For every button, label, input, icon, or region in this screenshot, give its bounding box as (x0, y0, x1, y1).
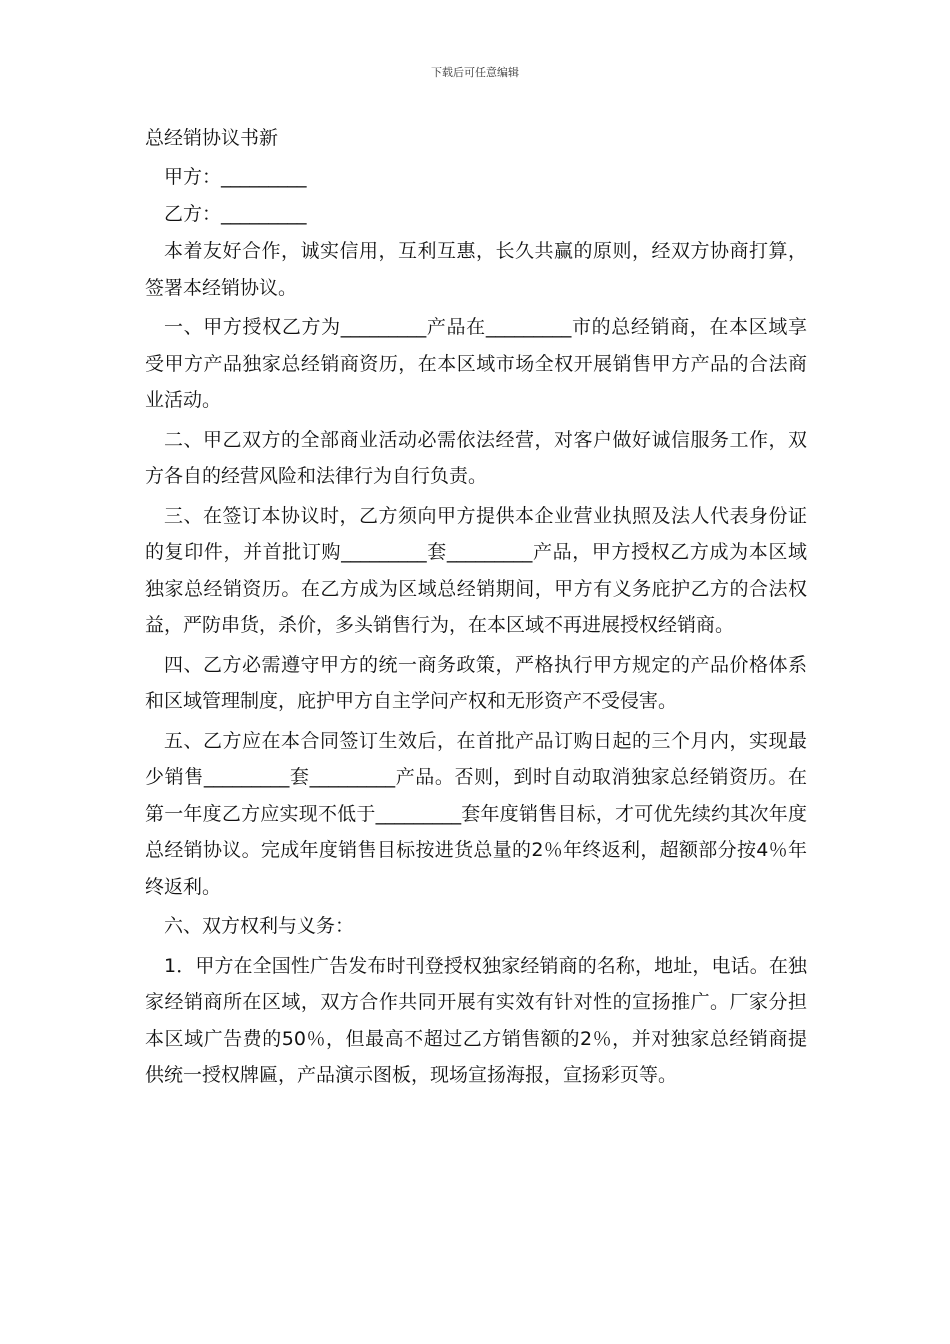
party-b-line: 乙方：_________ (164, 203, 307, 225)
document-body (145, 122, 807, 1094)
document-title: 总经销协议书新 (145, 127, 279, 149)
paragraph-clause-6-heading: 六、双方权利与义务： (164, 915, 355, 937)
page-header-note: 下载后可任意编辑 (431, 66, 519, 79)
paragraph-clause-1: 一、甲方授权乙方为_________产品在_________市的总经销商，在本区域享受甲方产品独家总经销商资历，在本区域市场全权开展销售甲方产品的合法商业活动。 (145, 316, 807, 411)
paragraph-clause-3: 三、在签订本协议时，乙方须向甲方提供本企业营业执照及法人代表身份证的复印件，并首批订购_________套_________产品，甲方授权乙方成为本区域独家总经销资历。在乙方成为区域总经销期间，甲方有义务庇护乙方的合法权益，严防串货，杀价，多头销售行为，在本区域不再进展授权经销商。 (145, 504, 807, 636)
paragraph-preamble: 本着友好合作，诚实信用，互利互惠，长久共赢的原则，经双方协商打算，签署本经销协议。 (145, 240, 807, 299)
paragraph-clause-5: 五、乙方应在本合同签订生效后，在首批产品订购日起的三个月内，实现最少销售_________套_________产品。否则，到时自动取消独家总经销资历。在第一年度乙方应实现不低于_________套年度销售目标，才可优先续约其次年度总经销协议。完成年度销售目标按进货总量的2％年终返利，超额部分按4％年终返利。 (145, 729, 807, 898)
paragraph-clause-2: 二、甲乙双方的全部商业活动必需依法经营，对客户做好诚信服务工作，双方各自的经营风险和法律行为自行负责。 (145, 428, 807, 487)
paragraph-clause-4: 四、乙方必需遵守甲方的统一商务政策，严格执行甲方规定的产品价格体系和区域管理制度，庇护甲方自主学问产权和无形资产不受侵害。 (145, 653, 807, 712)
party-a-line: 甲方：_________ (164, 166, 307, 188)
paragraph-clause-6-item-1: 1．甲方在全国性广告发布时刊登授权独家经销商的名称，地址，电话。在独家经销商所在区域，双方合作共同开展有实效有针对性的宣扬推广。厂家分担本区域广告费的50％，但最高不超过乙方销售额的2％，并对独家总经销商提供统一授权牌匾，产品演示图板，现场宣扬海报，宣扬彩页等。 (145, 954, 807, 1086)
